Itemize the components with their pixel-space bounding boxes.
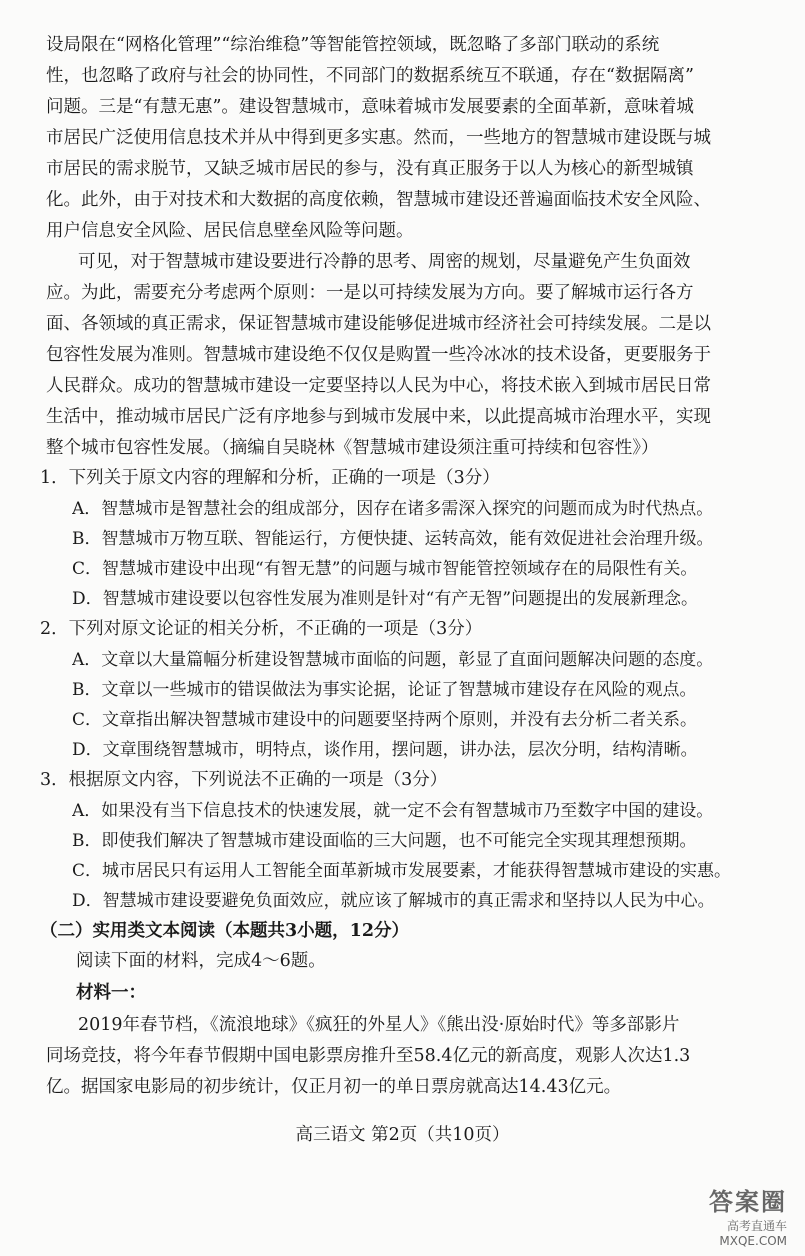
question-option: D．智慧城市建设要避免负面效应，就应该了解城市的真正需求和坚持以人民为中心。 xyxy=(72,891,715,911)
para2-line: 可见，对于智慧城市建设要进行冷静的思考、周密的规划，尽量避免产生负面效 xyxy=(78,252,691,272)
question-stem: 1．下列关于原文内容的理解和分析，正确的一项是（3分） xyxy=(40,468,500,488)
material-line: 亿。据国家电影局的初步统计，仅正月初一的单日票房就高达14.43亿元。 xyxy=(46,1077,622,1097)
section-instruction: 阅读下面的材料，完成4～6题。 xyxy=(76,951,326,971)
para2-line: 人民群众。成功的智慧城市建设一定要坚持以人民为中心，将技术嵌入到城市居民日常 xyxy=(46,376,711,396)
para1-line: 用户信息安全风险、居民信息壁垒风险等问题。 xyxy=(46,221,414,241)
question-option: A．智慧城市是智慧社会的组成部分，因存在诸多需深入探究的问题而成为时代热点。 xyxy=(72,499,714,519)
question-option: B．智慧城市万物互联、智能运行，方便快捷、运转高效，能有效促进社会治理升级。 xyxy=(72,529,714,549)
watermark-brand: 答案圈 xyxy=(709,1188,787,1216)
material-line: 2019年春节档，《流浪地球》《疯狂的外星人》《熊出没·原始时代》等多部影片 xyxy=(78,1015,680,1035)
para1-line: 化。此外，由于对技术和大数据的高度依赖，智慧城市建设还普遍面临技术安全风险、 xyxy=(46,190,711,210)
para1-line: 问题。三是“有慧无惠”。建设智慧城市，意味着城市发展要素的全面革新，意味着城 xyxy=(46,97,694,117)
watermark-url: MXQE.COM xyxy=(719,1234,787,1248)
material-label: 材料一： xyxy=(76,983,146,1003)
para2-line: 应。为此，需要充分考虑两个原则：一是以可持续发展为方向。要了解城市运行各方 xyxy=(46,283,694,303)
para2-line: 包容性发展为准则。智慧城市建设绝不仅仅是购置一些冷冰冰的技术设备，更要服务于 xyxy=(46,345,711,365)
para2-line: 面、各领域的真正需求，保证智慧城市建设能够促进城市经济社会可持续发展。二是以 xyxy=(46,314,711,334)
question-option: A．如果没有当下信息技术的快速发展，就一定不会有智慧城市乃至数字中国的建设。 xyxy=(72,801,714,821)
question-option: A．文章以大量篇幅分析建设智慧城市面临的问题，彰显了直面问题解决问题的态度。 xyxy=(72,650,714,670)
question-option: B．即使我们解决了智慧城市建设面临的三大问题，也不可能完全实现其理想预期。 xyxy=(72,831,697,851)
page-footer: 高三语文 第2页（共10页） xyxy=(295,1125,510,1145)
question-option: C．智慧城市建设中出现“有智无慧”的问题与城市智能管控领域存在的局限性有关。 xyxy=(72,559,698,579)
question-option: C．文章指出解决智慧城市建设中的问题要坚持两个原则，并没有去分析二者关系。 xyxy=(72,710,698,730)
question-stem: 2．下列对原文论证的相关分析，不正确的一项是（3分） xyxy=(40,619,483,639)
question-option: D．智慧城市建设要以包容性发展为准则是针对“有产无智”问题提出的发展新理念。 xyxy=(72,589,699,609)
watermark-logo xyxy=(709,1182,787,1248)
watermark-site: 高考直通车 xyxy=(726,1219,787,1233)
question-stem: 3．根据原文内容，下列说法不正确的一项是（3分） xyxy=(40,770,448,790)
para1-line: 市居民的需求脱节，又缺乏城市居民的参与，没有真正服务于以人为核心的新型城镇 xyxy=(46,159,694,179)
para2-line: 生活中，推动城市居民广泛有序地参与到城市发展中来，以此提高城市治理水平，实现 xyxy=(46,407,711,427)
question-option: C．城市居民只有运用人工智能全面革新城市发展要素，才能获得智慧城市建设的实惠。 xyxy=(72,861,732,881)
material-line: 同场竞技，将今年春节假期中国电影票房推升至58.4亿元的新高度，观影人次达1.3 xyxy=(46,1046,691,1066)
para2-line: 整个城市包容性发展。（摘编自吴晓林《智慧城市建设须注重可持续和包容性》） xyxy=(46,438,659,458)
para1-line: 性，也忽略了政府与社会的协同性，不同部门的数据系统互不联通，存在“数据隔离” xyxy=(46,66,694,86)
para1-line: 设局限在“网格化管理”“综治维稳”等智能管控领域，既忽略了多部门联动的系统 xyxy=(46,35,660,55)
para1-line: 市居民广泛使用信息技术并从中得到更多实惠。然而，一些地方的智慧城市建设既与城 xyxy=(46,128,711,148)
question-option: D．文章围绕智慧城市，明特点，谈作用，摆问题，讲办法，层次分明，结构清晰。 xyxy=(72,740,698,760)
question-option: B．文章以一些城市的错误做法为事实论据，论证了智慧城市建设存在风险的观点。 xyxy=(72,680,697,700)
section-heading: （二）实用类文本阅读（本题共3小题，12分） xyxy=(40,921,410,941)
